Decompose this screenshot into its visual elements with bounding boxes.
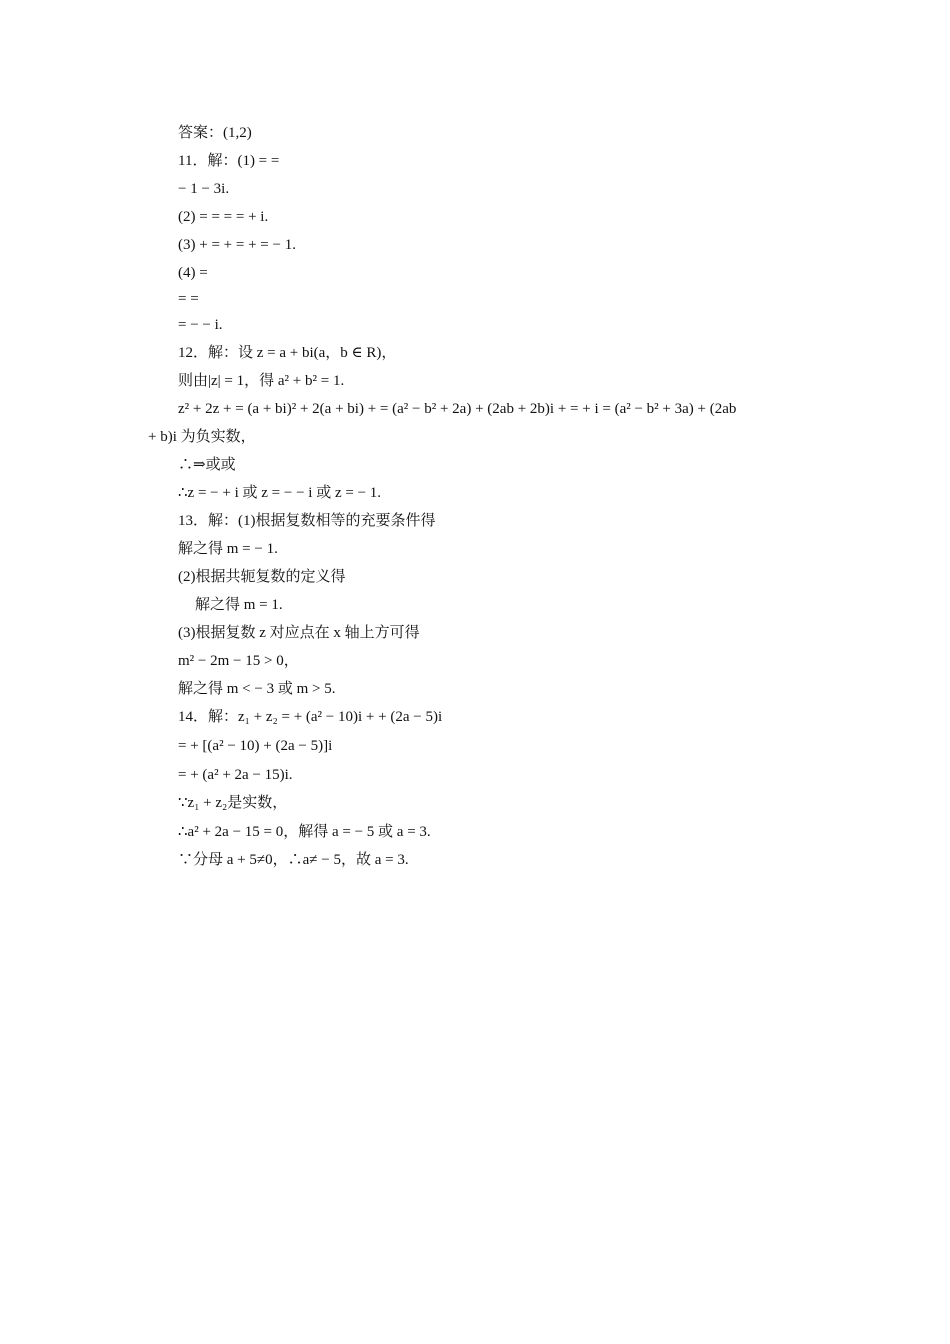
q13-part-2-result: 解之得 m = 1. [195,597,283,613]
q11-part-4-line-3: = − − i. [178,317,223,333]
q13-line-2: 解之得 m = − 1. [178,541,278,557]
q12-line-4: ∴⇒或或 [178,457,236,473]
q11-part-4-line-2: = = [178,291,199,307]
q12-heading: 12．解：设 z = a + bi(a，b ∈ R)， [178,345,397,361]
q11-line-2: − 1 − 3i. [178,181,230,197]
q14-heading: 14．解：z₁ + z₂ = + (a² − 10)i + + (2a − 5)i [178,709,443,725]
q12-line-3: z² + 2z + = (a + bi)² + 2(a + bi) + = (a² − b² + 2a) + (2ab + 2b)i + = + i = (a² − b² + 3a) + (2ab [178,401,737,417]
q12-line-2: 则由|z| = 1，得 a² + b² = 1. [178,373,345,389]
q13-part-3-ineq: m² − 2m − 15 > 0， [178,653,299,669]
q13-part-2: (2)根据共轭复数的定义得 [178,569,346,585]
answer-line: 答案：(1,2) [178,125,252,141]
q11-part-2: (2) = = = = + i. [178,209,269,225]
q14-line-5: ∴a² + 2a − 15 = 0，解得 a = − 5 或 a = 3. [178,824,431,840]
q13-part-3: (3)根据复数 z 对应点在 x 轴上方可得 [178,625,420,641]
q12-line-5: ∴z = − + i 或 z = − − i 或 z = − 1. [178,485,382,501]
q13-part-3-result: 解之得 m < − 3 或 m > 5. [178,681,336,697]
q12-line-3-cont: + b)i 为负实数， [148,429,256,445]
q11-part-3: (3) + = + = + = − 1. [178,237,296,253]
q14-line-2: = + [(a² − 10) + (2a − 5)]i [178,738,333,754]
q11-heading: 11．解：(1) = = [178,153,280,169]
q14-line-3: = + (a² + 2a − 15)i. [178,767,293,783]
q11-part-4: (4) = [178,265,208,281]
q14-line-4: ∵z₁ + z₂是实数， [178,795,288,811]
q14-line-6: ∵分母 a + 5≠0，∴a≠ − 5，故 a = 3. [178,852,409,868]
q13-heading: 13．解：(1)根据复数相等的充要条件得 [178,513,436,529]
